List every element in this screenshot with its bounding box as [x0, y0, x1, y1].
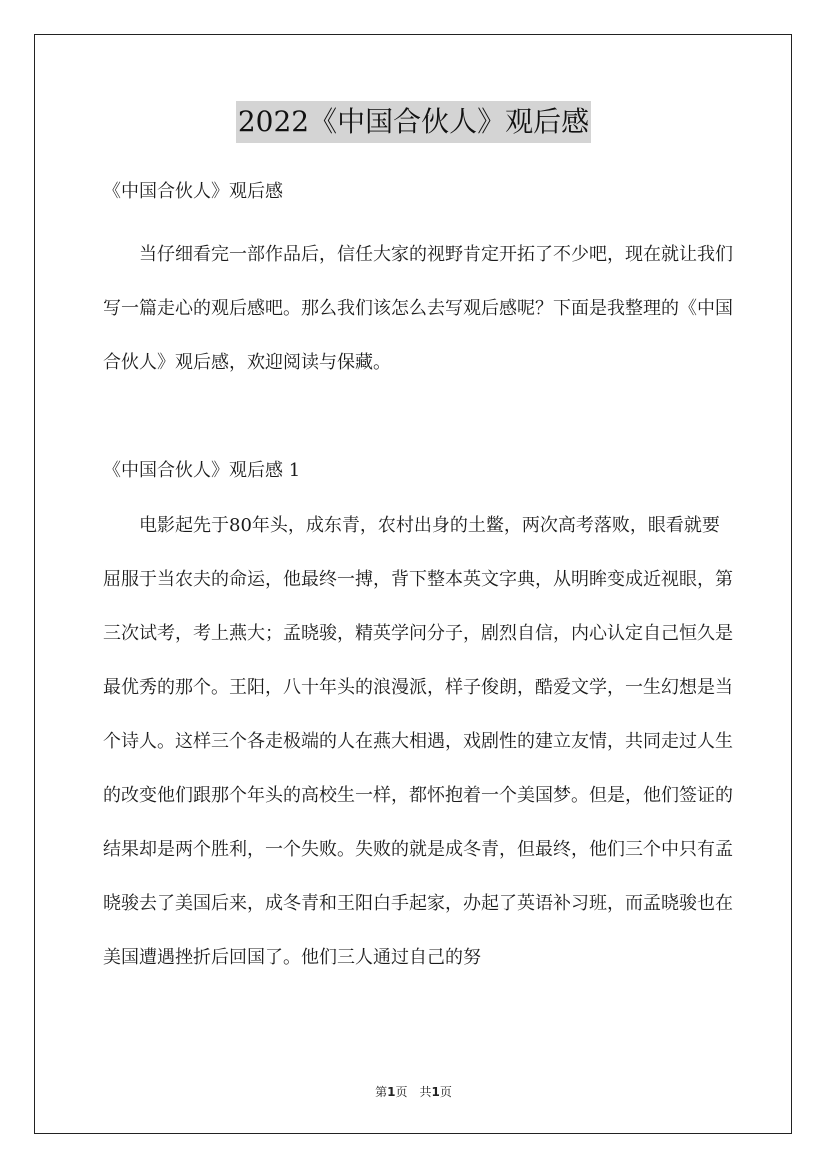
total-prefix: 共: [419, 1085, 432, 1099]
page-number: 1: [387, 1085, 396, 1099]
document-body: [103, 174, 733, 985]
intro-paragraph: 当仔细看完一部作品后，信任大家的视野肯定开拓了不少吧，现在就让我们写一篇走心的观后感吧。那么我们该怎么去写观后感呢？下面是我整理的《中国合伙人》观后感，欢迎阅读与保藏。: [103, 244, 733, 373]
page-suffix: 页: [395, 1085, 408, 1099]
page-footer: [0, 1083, 827, 1100]
section-paragraph: 电影起先于80年头，成东青，农村出身的土鳖，两次高考落败，眼看就要屈服于当农夫的命运，他最终一搏，背下整本英文字典，从明眸变成近视眼，第三次试考，考上燕大；孟晓骏，精英学问分子，剧烈自信，内心认定自己恒久是最优秀的那个。王阳，八十年头的浪漫派，样子俊朗，酷爱文学，一生幻想是当个诗人。这样三个各走极端的人在燕大相遇，戏剧性的建立友情，共同走过人生的改变他们跟那个年头的高校生一样，都怀抱着一个美国梦。但是，他们签证的结果却是两个胜利，一个失败。失败的就是成冬青，但最终，他们三个中只有孟晓骏去了美国后来，成冬青和王阳白手起家，办起了英语补习班，而孟晓骏也在美国遭遇挫折后回国了。他们三人通过自己的努: [103, 515, 733, 968]
section-heading: 《中国合伙人》观后感 1: [103, 460, 301, 481]
page-prefix: 第: [375, 1085, 388, 1099]
document-title: 2022《中国合伙人》观后感: [236, 101, 591, 143]
title-container: [0, 101, 827, 143]
intro-heading: 《中国合伙人》观后感: [103, 181, 283, 202]
total-suffix: 页: [439, 1085, 452, 1099]
total-pages: 1: [431, 1085, 440, 1099]
